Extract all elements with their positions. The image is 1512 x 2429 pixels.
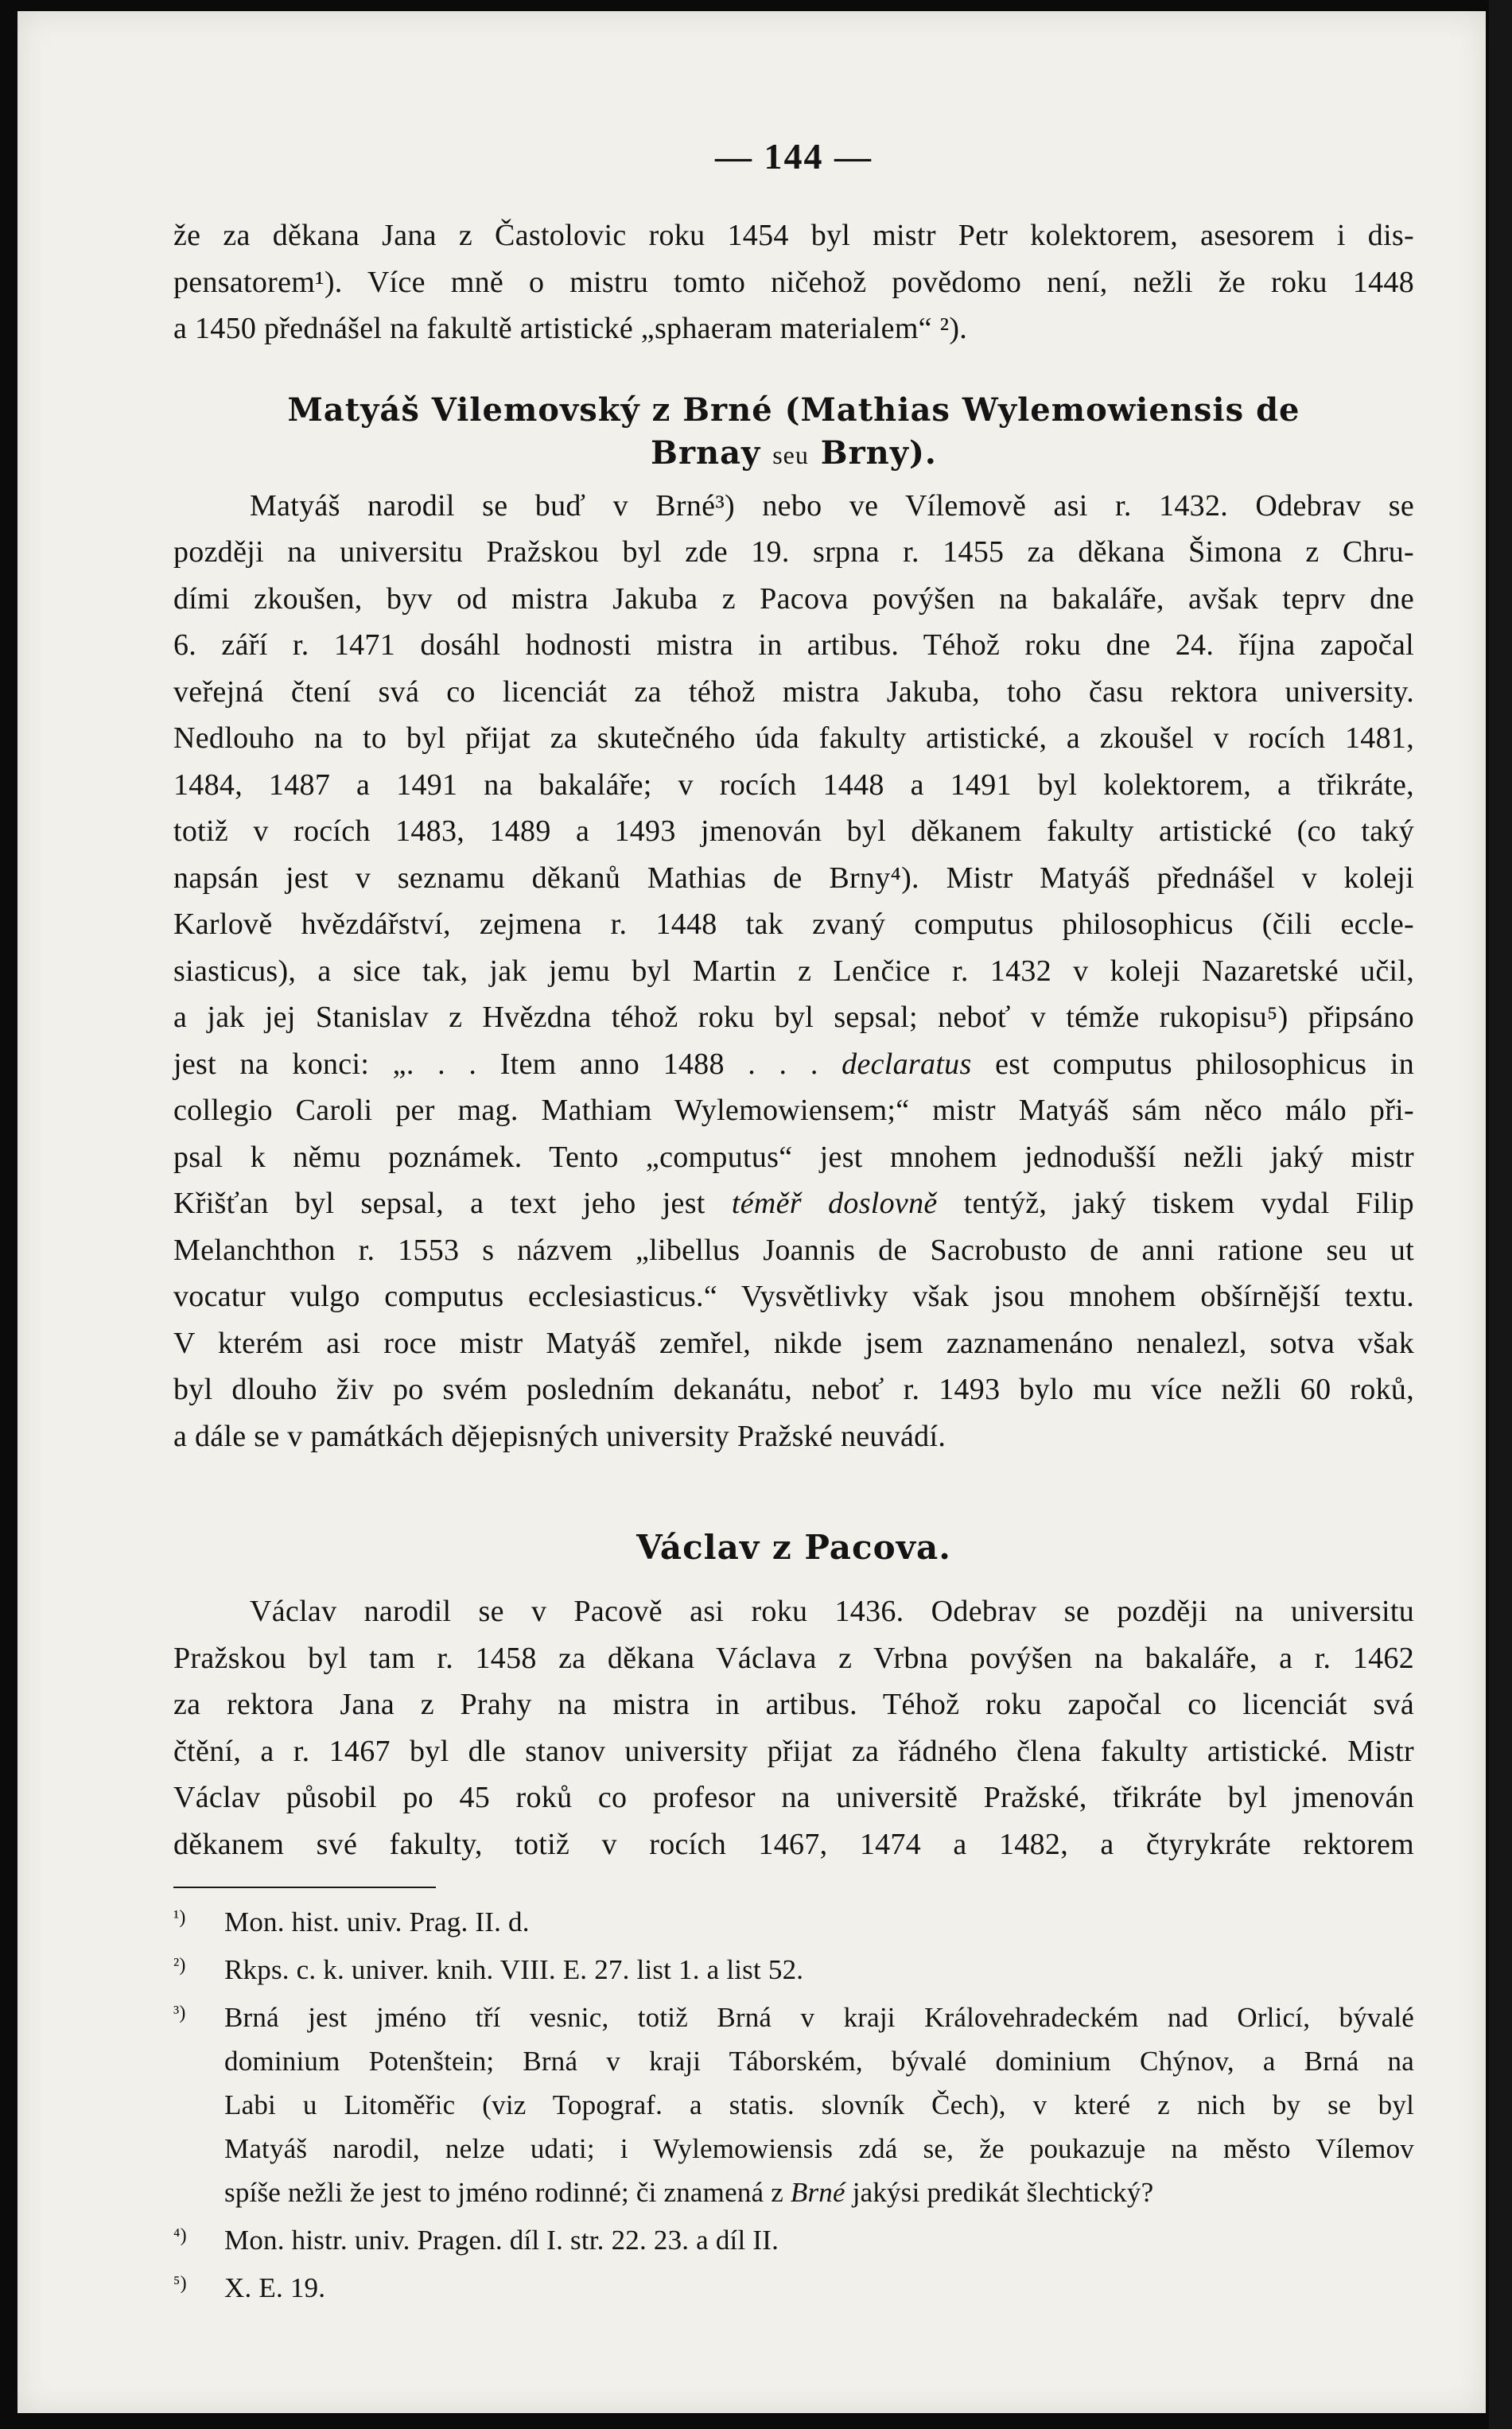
footnote-text: Mon. histr. univ. Pragen. díl I. str. 22. 23. a díl II. — [224, 2225, 779, 2256]
text-line: Václav narodil se v Pacově asi roku 1436. Odebrav se později na universitu — [250, 1595, 1414, 1628]
footnote-mark: ⁵) — [173, 2273, 187, 2294]
text-line: čtění, a r. 1467 byl dle stanov university přijat za řádného člena fakulty artistické. Mistr — [173, 1734, 1414, 1768]
text-fragment: Křišťan byl sepsal, a text jeho jest — [173, 1187, 705, 1220]
text-line: V kterém asi roce mistr Matyáš zemřel, nikde jsem zaznamenáno nenalezl, sotva však — [173, 1326, 1414, 1360]
footnote-line: Labi u Litoměřic (viz Topograf. a statis. slovník Čech), v které z nich by se byl — [224, 2089, 1414, 2120]
footnote-line: Matyáš narodil, nelze udati; i Wylemowiensis zdá se, že poukazuje na město Vílemov — [224, 2133, 1414, 2164]
text-line: a dále se v památkách dějepisných university Pražské neuvádí. — [173, 1419, 946, 1453]
page-number: — 144 — — [715, 136, 873, 177]
text-line: totiž v rocích 1483, 1489 a 1493 jmenován byl děkanem fakulty artistické (co taký — [173, 814, 1414, 848]
text-line: dími zkoušen, byv od mistra Jakuba z Pacova povýšen na bakaláře, avšak teprv dne — [173, 581, 1414, 616]
text-line: pensatorem¹). Více mně o mistru tomto ničehož povědomo není, nežli že roku 1448 — [173, 265, 1414, 299]
text-line: Matyáš narodil se buď v Brné³) nebo ve Vílemově asi r. 1432. Odebrav se — [250, 488, 1414, 523]
text-line: a jak jej Stanislav z Hvězdna téhož roku byl sepsal; neboť v témže rukopisu⁵) připsáno — [173, 1001, 1414, 1034]
footnote-text: X. E. 19. — [224, 2272, 326, 2303]
text-fragment: est computus philosophicus in — [995, 1047, 1414, 1081]
heading-part: seu — [772, 440, 809, 469]
footnote-line: dominium Potenštein; Brná v kraji Táborském, bývalé dominium Chýnov, a Brná na — [224, 2046, 1414, 2077]
footnote-mark: ³) — [173, 2003, 186, 2023]
footnote-4 — [173, 2214, 1414, 2262]
text-line: že za děkana Jana z Častolovic roku 1454 byl mistr Petr kolektorem, asesorem i dis- — [173, 219, 1414, 252]
footnote-mark: ²) — [173, 1955, 186, 1976]
text-fragment: spíše nežli že jest to jméno rodinné; či znamená z — [224, 2177, 783, 2208]
text-line: collegio Caroli per mag. Mathiam Wylemowiensem;“ mistr Matyáš sám něco málo při- — [173, 1094, 1414, 1127]
text-line: 6. září r. 1471 dosáhl hodnosti mistra in artibus. Téhož roku dne 24. října započal — [173, 628, 1414, 662]
text-line: byl dlouho živ po svém posledním dekanátu, neboť r. 1493 bylo mu více nežli 60 roků, — [173, 1373, 1414, 1406]
text-line: 1484, 1487 a 1491 na bakaláře; v rocích 1448 a 1491 byl kolektorem, a třikráte, — [173, 768, 1414, 802]
heading-line — [173, 432, 1414, 476]
text-line — [173, 1180, 1414, 1227]
footnote-text: Mon. hist. univ. Prag. II. d. — [224, 1906, 530, 1937]
heading-part: Brny). — [820, 433, 937, 472]
footnote-5 — [173, 2262, 1414, 2310]
page-content — [173, 135, 1414, 2310]
text-line: siasticus), a sice tak, jak jemu byl Martin z Lenčice r. 1432 v koleji Nazaretské učil, — [173, 954, 1414, 988]
section-heading-vaclav: Václav z Pacova. — [636, 1528, 951, 1567]
text-line: děkanem své fakulty, totiž v rocích 1467, 1474 a 1482, a čtyrykráte rektorem — [173, 1827, 1414, 1861]
text-line — [173, 1041, 1414, 1088]
text-line: Nedlouho na to byl přijat za skutečného úda fakulty artistické, a zkoušel v rocích 1481, — [173, 721, 1414, 755]
footnote-text: Rkps. c. k. univer. knih. VIII. E. 27. list 1. a list 52. — [224, 1954, 804, 1985]
vaclav-paragraph — [173, 1588, 1414, 1867]
footnote-text: Brná jest jméno tří vesnic, totiž Brná v kraji Královehradeckém nad Orlicí, bývalé — [224, 2002, 1414, 2033]
heading-line: Matyáš Vilemovský z Brné (Mathias Wylemowiensis de — [287, 391, 1300, 429]
matyas-paragraph — [173, 483, 1414, 1460]
text-line: později na universitu Pražskou byl zde 19. srpna r. 1455 za děkana Šimona z Chru- — [173, 535, 1414, 569]
footnotes — [173, 1896, 1414, 2310]
text-line: a 1450 přednášel na fakultě artistické „sphaeram materialem“ ²). — [173, 312, 968, 345]
footnote-3 — [173, 1992, 1414, 2214]
italic-fragment: téměř doslovně — [731, 1187, 938, 1220]
text-fragment: jest na konci: „. . . Item anno 1488 . . . — [173, 1047, 818, 1081]
footnote-mark: ⁴) — [173, 2225, 187, 2246]
page-edge — [1489, 0, 1512, 2429]
text-fragment: jakýsi predikát šlechtický? — [852, 2177, 1154, 2208]
intro-paragraph — [173, 212, 1414, 352]
text-line: Pražskou byl tam r. 1458 za děkana Václava z Vrbna povýšen na bakaláře, a r. 1462 — [173, 1641, 1414, 1675]
text-line: za rektora Jana z Prahy na mistra in artibus. Téhož roku započal co licenciát svá — [173, 1688, 1414, 1721]
text-line: psal k němu poznámek. Tento „computus“ jest mnohem jednodušší nežli jaký mistr — [173, 1140, 1414, 1174]
heading-part: Brnay — [651, 433, 761, 472]
italic-fragment: declaratus — [842, 1047, 972, 1081]
footnote-mark: ¹) — [173, 1907, 186, 1928]
text-line: vocatur vulgo computus ecclesiasticus.“ Vysvětlivky však jsou mnohem obšírnější textu. — [173, 1280, 1414, 1313]
text-line: Melanchthon r. 1553 s názvem „libellus Joannis de Sacrobusto de anni ratione seu ut — [173, 1233, 1414, 1267]
italic-fragment: Brné — [790, 2177, 845, 2208]
text-line: veřejná čtení svá co licenciát za téhož mistra Jakuba, toho času rektora university. — [173, 674, 1414, 709]
text-line: Karlově hvězdářství, zejmena r. 1448 tak zvaný computus philosophicus (čili eccle- — [173, 907, 1414, 941]
footnote-line — [173, 2171, 1414, 2214]
text-line: Václav působil po 45 roků co profesor na universitě Pražské, třikráte byl jmenován — [173, 1781, 1414, 1814]
footnote-1 — [173, 1896, 1414, 1944]
footnote-line — [173, 1992, 1414, 2039]
text-line: napsán jest v seznamu děkanů Mathias de Brny⁴). Mistr Matyáš přednášel v koleji — [173, 861, 1414, 895]
section-heading-matyas — [173, 389, 1414, 476]
footnote-separator — [173, 1887, 436, 1888]
footnote-2 — [173, 1944, 1414, 1992]
text-fragment: tentýž, jaký tiskem vydal Filip — [963, 1187, 1414, 1220]
